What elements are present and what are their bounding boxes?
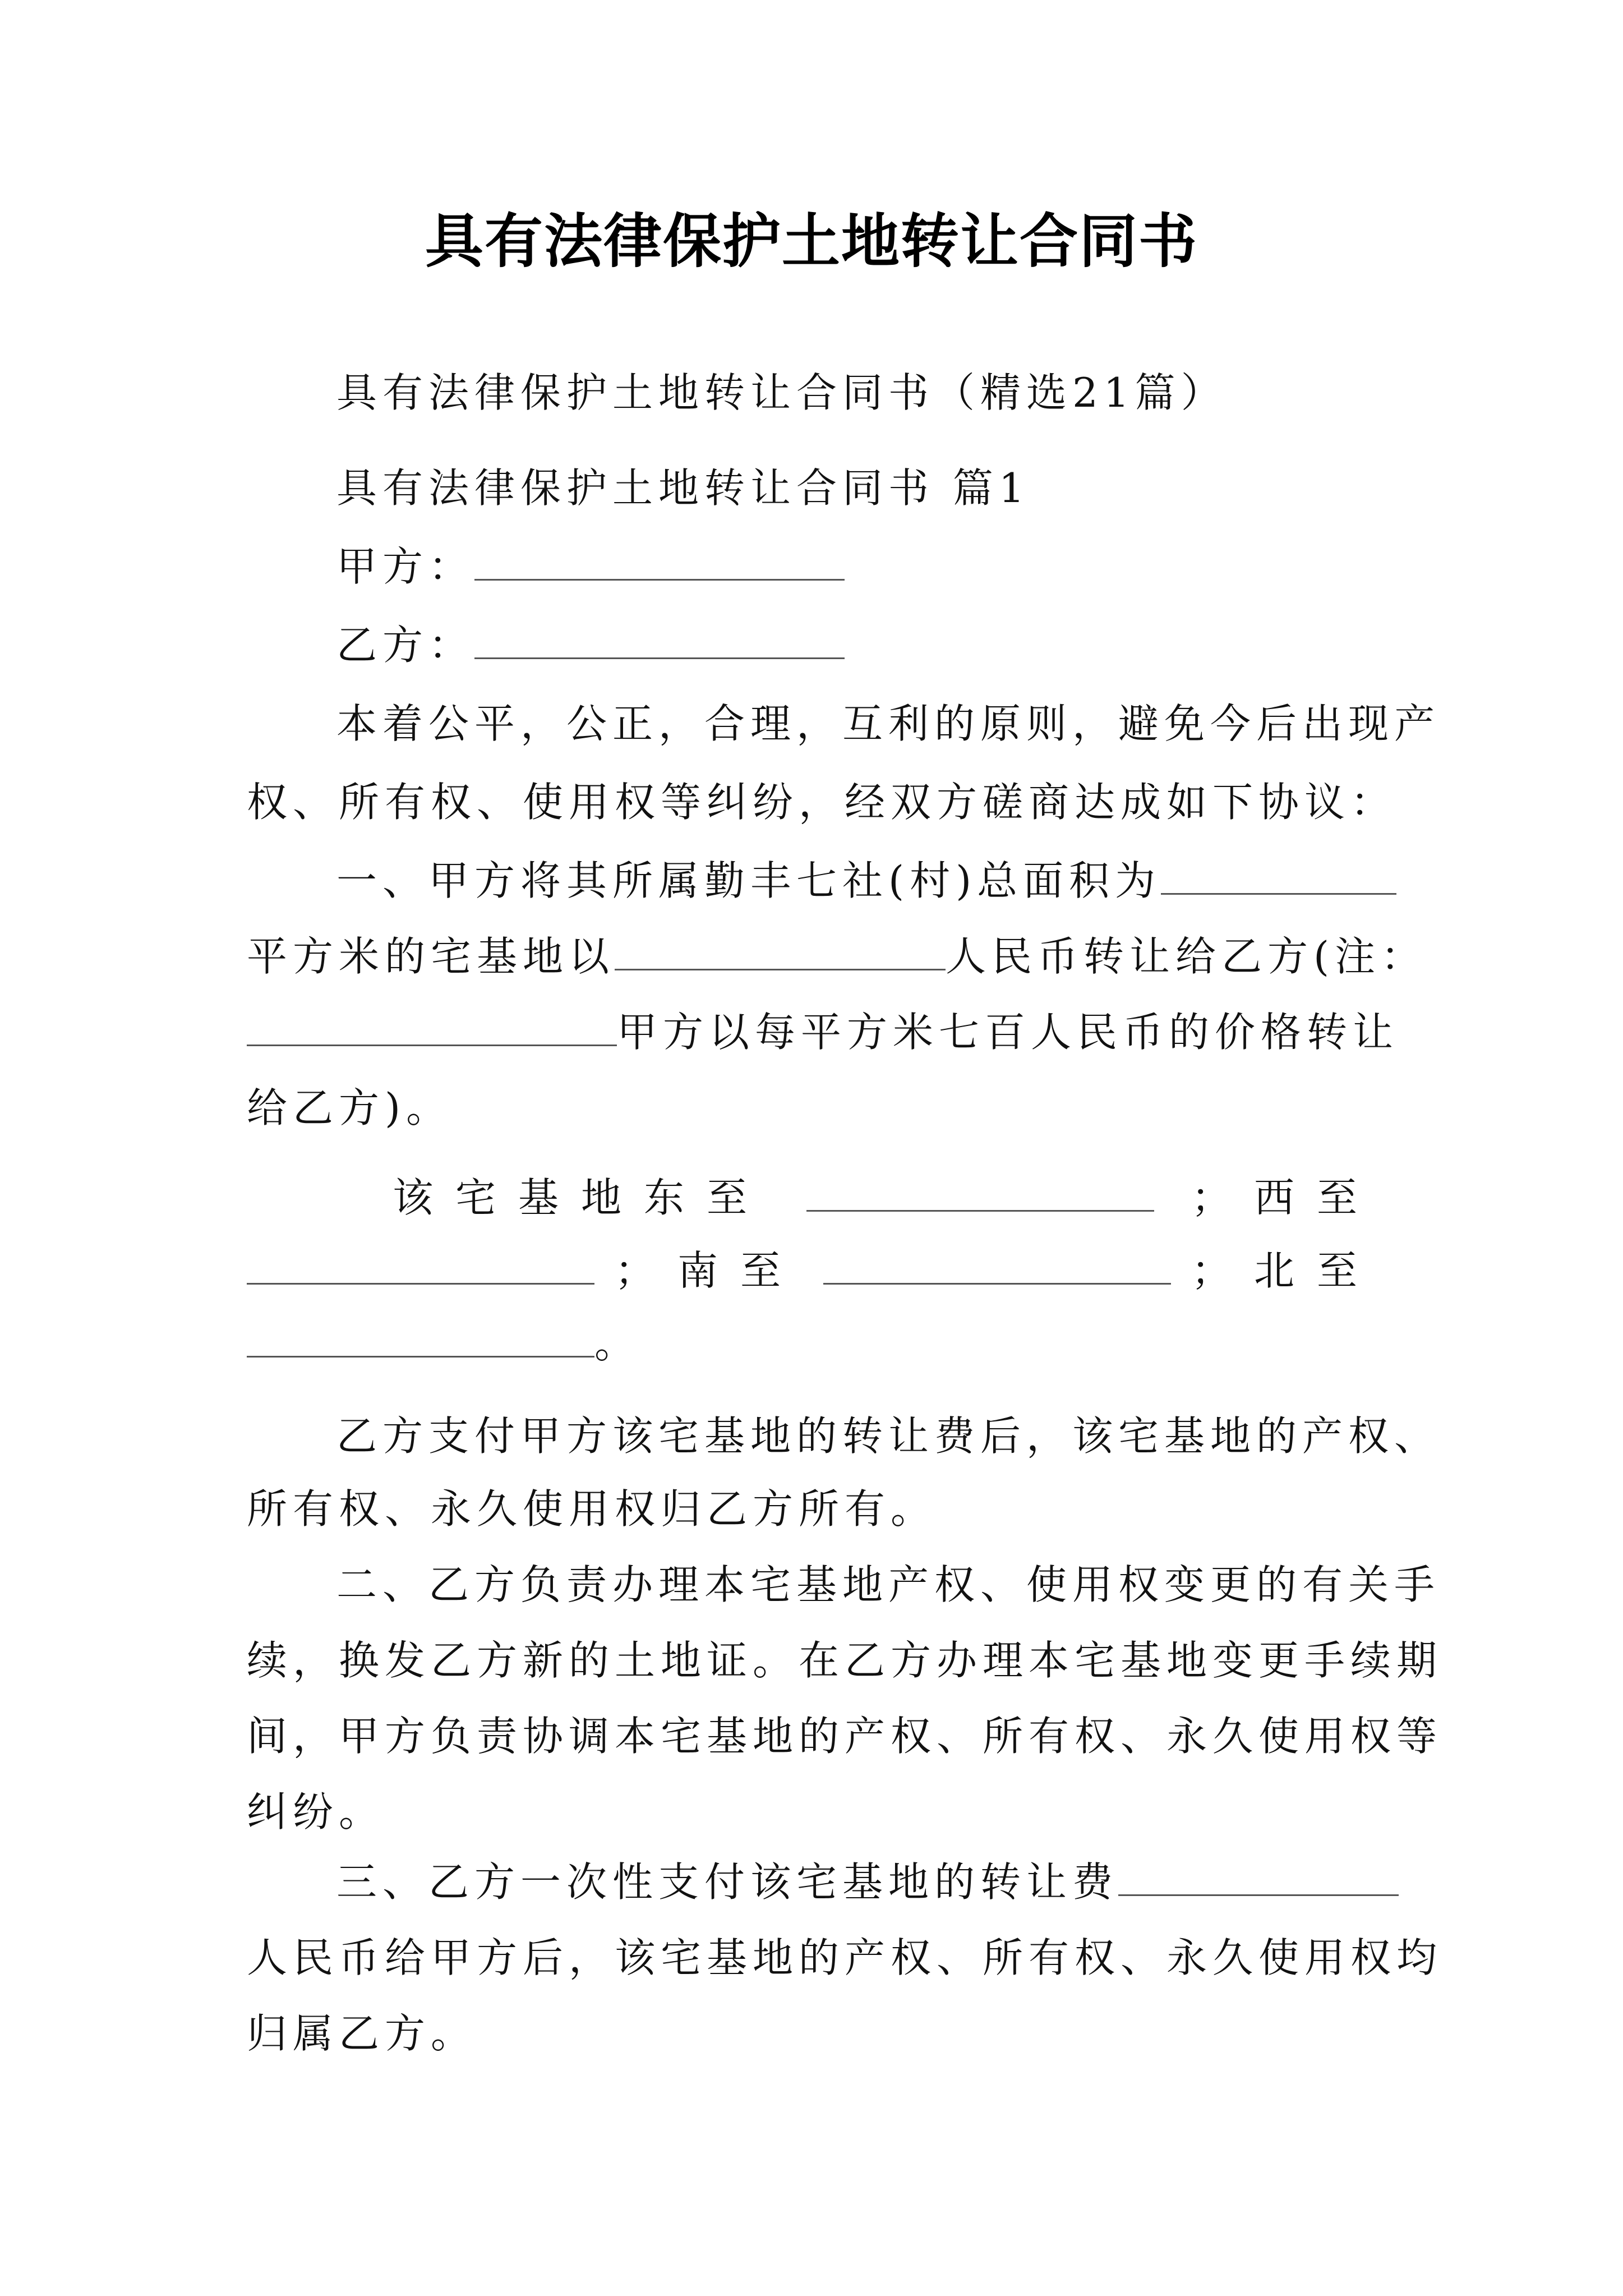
clause1-text-1: 一、甲方将其所属勤丰七社(村)总面积为	[336, 857, 1161, 904]
party-b-line	[336, 617, 845, 673]
clause1-line-1	[336, 853, 1396, 909]
subtitle: 具有法律保护土地转让合同书（精选21篇）	[336, 369, 1227, 416]
price-blank	[615, 933, 946, 970]
party-a-label: 甲方：	[336, 543, 475, 590]
clause1-line-2	[247, 928, 1427, 984]
clause3-line-2: 人民币给甲方后，该宅基地的产权、所有权、永久使用权均	[247, 1934, 1443, 1981]
bounds-north-label: ；北至	[1191, 1247, 1380, 1294]
bounds-line-3	[247, 1315, 640, 1372]
party-a-line	[336, 539, 845, 595]
clause1-text-2b: 人民币转让给乙方(注：	[946, 933, 1427, 980]
bounds-line-2	[247, 1243, 1380, 1299]
bounds-east-label: 该宅基地东至	[393, 1174, 770, 1221]
transfer-fee-blank	[1118, 1858, 1399, 1896]
section-heading: 具有法律保护土地转让合同书 篇1	[336, 464, 1030, 512]
south-bound-blank	[823, 1247, 1171, 1285]
clause1-line-4: 给乙方)。	[247, 1084, 453, 1131]
west-group	[247, 1243, 594, 1299]
bounds-end: 。	[594, 1320, 641, 1367]
transfer-line-2: 所有权、永久使用权归乙方所有。	[247, 1485, 937, 1533]
clause1-text-3: 甲方以每平方米七百人民币的价格转让	[617, 1009, 1399, 1056]
clause2-line-1: 二、乙方负责办理本宅基地产权、使用权变更的有关手	[336, 1561, 1441, 1608]
clause2-line-3: 间，甲方负责协调本宅基地的产权、所有权、永久使用权等	[247, 1713, 1443, 1760]
clause3-line-1	[336, 1854, 1399, 1910]
bounds-line-1	[393, 1170, 1380, 1226]
note-blank	[247, 1009, 617, 1046]
clause3-line-3: 归属乙方。	[247, 2010, 477, 2057]
west-bound-blank	[247, 1247, 594, 1285]
clause2-line-4: 纠纷。	[247, 1788, 385, 1835]
clause2-line-2: 续，换发乙方新的土地证。在乙方办理本宅基地变更手续期	[247, 1637, 1443, 1684]
clause1-line-3	[247, 1004, 1399, 1060]
party-a-blank	[474, 543, 845, 581]
east-bound-blank	[806, 1174, 1154, 1212]
document-title: 具有法律保护土地转让合同书	[425, 207, 1198, 275]
clause1-text-2a: 平方米的宅基地以	[247, 933, 615, 980]
party-b-blank	[474, 622, 845, 659]
intro-line-1: 本着公平，公正，合理，互利的原则，避免今后出现产	[336, 700, 1441, 747]
total-area-blank	[1161, 857, 1396, 895]
party-b-label: 乙方：	[336, 622, 475, 669]
bounds-west-label: ；西至	[1191, 1174, 1380, 1221]
bounds-east-group	[806, 1170, 1154, 1226]
south-group	[823, 1243, 1171, 1299]
clause3-text-1: 三、乙方一次性支付该宅基地的转让费	[336, 1858, 1119, 1906]
north-bound-blank	[247, 1320, 594, 1358]
bounds-south-label: ；南至	[614, 1247, 803, 1294]
intro-line-2: 权、所有权、使用权等纠纷，经双方磋商达成如下协议：	[247, 779, 1397, 826]
transfer-line-1: 乙方支付甲方该宅基地的转让费后，该宅基地的产权、	[336, 1412, 1441, 1460]
